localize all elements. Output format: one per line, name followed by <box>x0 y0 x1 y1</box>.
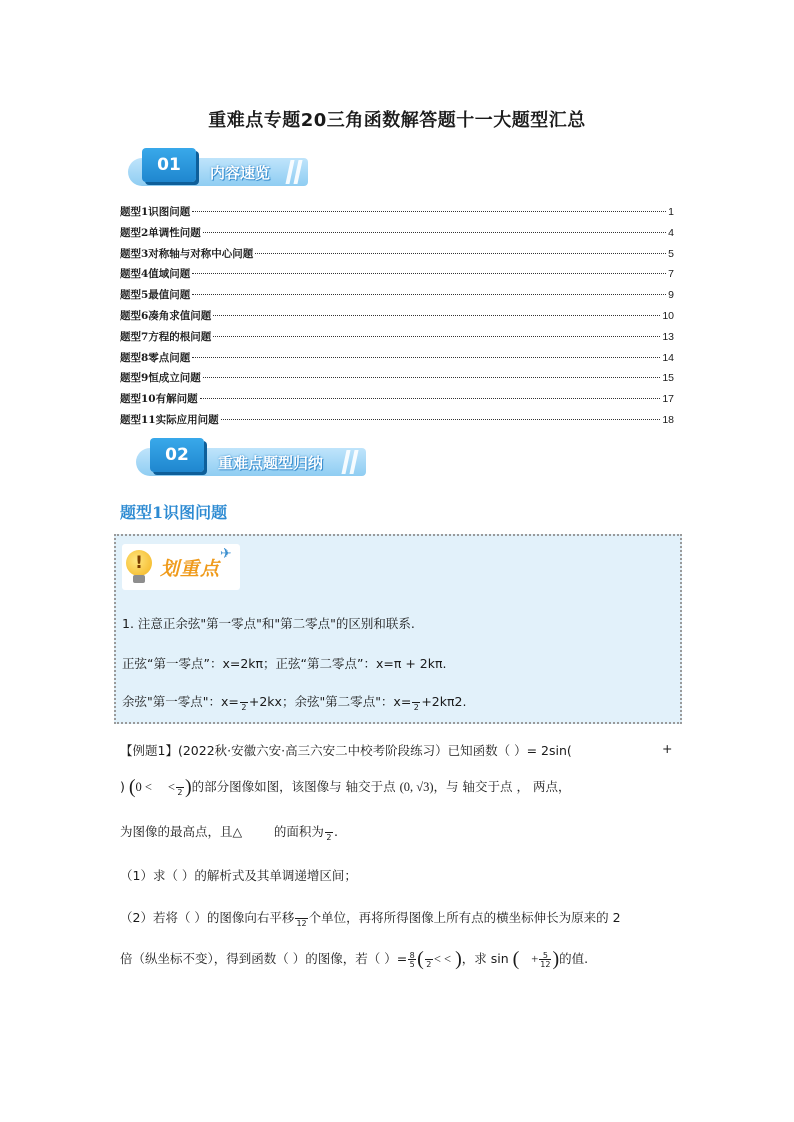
example-text: ) <box>120 779 125 794</box>
example-line-4: （1）求（ ）的解析式及其单调递增区间； <box>120 868 357 883</box>
fraction: 12 <box>295 910 307 928</box>
toc-leader-dots <box>221 419 661 420</box>
toc-entry-page: 13 <box>662 330 674 343</box>
key-points-badge <box>122 544 240 590</box>
toc-entry[interactable] <box>120 225 674 246</box>
table-of-contents <box>120 204 674 433</box>
example-text: 为图像的最高点，且△ <box>120 824 243 839</box>
toc-entry-page: 17 <box>662 393 674 406</box>
paren: ( <box>512 948 520 970</box>
example-text: 的值. <box>559 951 589 966</box>
example-text: ，求 sin <box>461 951 509 966</box>
fraction: 2 <box>412 694 420 712</box>
paren: ) <box>184 776 192 798</box>
example-text: 的部分图像如图，该图像与 轴交于点 <box>191 779 396 794</box>
key-points-text: 划重点 <box>160 558 221 580</box>
toc-entry-label: 题型8零点问题 <box>120 351 191 364</box>
toc-entry-page: 7 <box>668 268 674 281</box>
toc-entry[interactable] <box>120 266 674 287</box>
toc-entry[interactable] <box>120 370 674 391</box>
toc-entry-label: 题型5最值问题 <box>120 289 191 302</box>
example-text: （2）若将（ ）的图像向右平移 <box>120 910 295 925</box>
summary-banner <box>136 438 366 484</box>
toc-entry-page: 1 <box>668 206 674 218</box>
toc-entry-page: 9 <box>668 289 674 302</box>
fraction: $\frac{5}{12}$ <box>540 950 551 969</box>
example-text: 倍（纵坐标不变），得到函数（ ）的图像，若（ ）= <box>120 951 408 966</box>
math-point: (0, √3) <box>399 780 434 794</box>
banner-label: 重难点题型归纳 <box>218 454 324 472</box>
math-text: + <box>531 952 539 966</box>
toc-entry-label: 题型3对称轴与对称中心问题 <box>120 247 254 260</box>
toc-entry-label: 题型1识图问题 <box>120 206 191 218</box>
toc-leader-dots <box>203 377 661 378</box>
paren: ( <box>417 948 424 970</box>
paren: ) <box>552 948 560 970</box>
section-heading: 题型1识图问题 <box>120 503 228 522</box>
example-line-1 <box>120 741 680 759</box>
toc-leader-dots <box>255 253 666 254</box>
toc-entry-label: 题型9恒成立问题 <box>120 372 201 385</box>
paren: ( <box>128 776 136 798</box>
key-points-box <box>114 534 682 724</box>
page-title: 重难点专题20三角函数解答题十一大题型汇总 <box>208 110 586 131</box>
toc-entry[interactable] <box>120 391 674 412</box>
toc-leader-dots <box>213 315 660 316</box>
toc-leader-dots <box>213 336 660 337</box>
math-text: < < <box>433 952 452 966</box>
toc-leader-dots <box>192 211 666 212</box>
toc-entry[interactable] <box>120 412 674 433</box>
toc-entry-label: 题型10有解问题 <box>120 393 198 406</box>
toc-leader-dots <box>200 398 661 399</box>
toc-leader-dots <box>203 232 666 233</box>
example-text: + <box>662 741 673 756</box>
paper-plane-icon: ✈ <box>220 546 232 562</box>
toc-entry-page: 14 <box>662 351 674 364</box>
toc-entry[interactable] <box>120 204 674 225</box>
key-line-3-part: +2kπ2. <box>421 694 467 709</box>
toc-leader-dots <box>192 357 660 358</box>
math-text: 0 < <box>135 780 152 794</box>
fraction: 2 <box>240 694 248 712</box>
toc-entry-label: 题型6凑角求值问题 <box>120 309 212 322</box>
banner-number: 01 <box>142 148 196 182</box>
key-line-3-part: 余弦"第一零点"：x= <box>122 694 239 709</box>
fraction: $\frac{8}{5}$ <box>409 950 415 969</box>
example-text: 的面积为 <box>273 824 324 839</box>
contents-banner <box>128 148 308 194</box>
fraction: 2 <box>325 824 333 842</box>
toc-entry[interactable] <box>120 246 674 267</box>
toc-entry-page: 15 <box>662 372 674 385</box>
example-text: 【例题1】(2022秋·安徽六安·高三六安二中校考阶段练习）已知函数（ ）= 2sin( <box>120 743 572 758</box>
toc-entry-label: 题型11实际应用问题 <box>120 413 219 426</box>
toc-entry-label: 题型2单调性问题 <box>120 226 201 239</box>
example-text: 个单位，再将所得图像上所有点的横坐标伸长为原来的 2 <box>308 910 621 925</box>
banner-number: 02 <box>150 438 204 472</box>
toc-leader-dots <box>192 273 666 274</box>
example-line-2 <box>120 776 570 799</box>
toc-entry-page: 10 <box>662 309 674 322</box>
paren: ) <box>455 948 462 970</box>
toc-entry-label: 题型4值域问题 <box>120 268 191 281</box>
fraction: 2 <box>425 951 433 969</box>
key-line-2: 正弦“第一零点”：x=2kπ；正弦“第二零点”：x=π + 2kπ. <box>122 656 447 671</box>
key-line-1: 1. 注意正余弦"第一零点"和"第二零点"的区别和联系. <box>122 616 415 631</box>
lightbulb-exclamation-icon: ! <box>126 550 152 576</box>
toc-entry-label: 题型7方程的根问题 <box>120 330 212 343</box>
example-text: ，与 轴交于点 ， 两点， <box>433 779 571 794</box>
key-line-3 <box>122 692 466 712</box>
toc-entry[interactable] <box>120 287 674 308</box>
toc-entry[interactable] <box>120 329 674 350</box>
toc-entry[interactable] <box>120 308 674 329</box>
toc-entry-page: 4 <box>668 226 674 239</box>
example-line-6 <box>120 948 588 971</box>
example-text: . <box>333 824 338 839</box>
lightbulb-base <box>133 575 145 583</box>
example-line-3 <box>120 822 338 842</box>
toc-leader-dots <box>192 294 666 295</box>
toc-entry[interactable] <box>120 350 674 371</box>
banner-label: 内容速览 <box>210 164 271 182</box>
toc-entry-page: 18 <box>662 413 674 426</box>
example-line-5 <box>120 908 621 928</box>
toc-entry-page: 5 <box>668 247 674 260</box>
math-text: < <box>167 780 175 794</box>
key-line-3-part: +2kx；余弦"第二零点"：x= <box>248 694 412 709</box>
fraction: 2 <box>176 779 184 797</box>
